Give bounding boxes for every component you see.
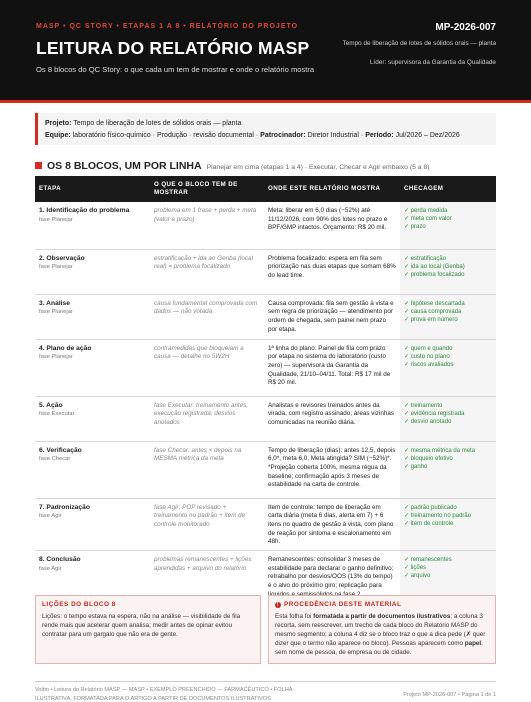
table-row	[35, 202, 496, 249]
block-requirement: problema em 1 frase + perda + meta (valor e prazo)	[150, 202, 264, 249]
stage-name: 6. Verificação	[39, 446, 82, 454]
check-item: ✓ estratificação	[404, 255, 492, 263]
check-item: ✓ remanescentes	[404, 556, 492, 564]
lessons-box	[35, 595, 261, 664]
header-lider: Líder: supervisora da Garantia da Qualidade	[369, 59, 496, 66]
block-requirement: fase Executar: treinamento antes, execução registrada, desvios anotados	[150, 396, 264, 441]
header-kicker: MASP • QC STORY • ETAPAS 1 A 8 • RELATÓRIO DO PROJETO	[36, 23, 299, 30]
check-item: ✓ item de controle	[404, 520, 492, 528]
team-label: Equipe:	[45, 132, 71, 139]
warning-icon: !	[276, 602, 280, 608]
section-heading	[35, 156, 429, 170]
stage-phase: fase Agir	[39, 565, 62, 572]
lessons-title: LIÇÕES DO BLOCO 8	[42, 601, 116, 608]
check-item: ✓ treinamento	[404, 402, 492, 410]
project-value: Tempo de liberação de lotes de sólidos orais — planta	[73, 120, 242, 127]
section-note: Planejar em cima (etapas 1 a 4) · Executar, Checar e Agir embaixo (5 a 8)	[206, 164, 430, 171]
column-header: O QUE O BLOCO TEM DE MOSTRAR	[150, 176, 264, 202]
block-requirement: contramedidas que bloqueiam a causa — detalhe no 5W2H	[150, 339, 264, 396]
blocks-table	[35, 176, 496, 608]
project-label: Projeto:	[45, 120, 72, 127]
header-meta: Tempo de liberação de lotes de sólidos orais — planta	[342, 40, 496, 47]
footer-left: Voltto • Leitura do Relatório MASP — MASP • EXEMPLO PREENCHIDO — FARMACÊUTICO • FOLHA ILUSTRATIVA, FORMATADA PARA O ARTIGO A PARTIR DE DOCUMENTOS ILUSTRATIVOS	[35, 687, 293, 702]
report-excerpt: Item de controle: tempo de liberação em carta diária (meta 6 dias, alerta em 7) + 6 itens no quadro de gestão à vista, com plano de reação por sintoma e escalonamento em 48h.	[264, 498, 400, 551]
check-item: ✓ riscos avaliados	[404, 361, 492, 369]
header-accent-bar	[0, 100, 531, 103]
column-header: CHECAGEM	[400, 176, 496, 202]
check-item: ✓ custo no plano	[404, 353, 492, 361]
stage-name: 8. Conclusão	[39, 556, 81, 564]
checklist-cell	[400, 294, 496, 339]
stage-phase: fase Planejar	[39, 354, 73, 361]
project-info-box	[35, 113, 496, 145]
block-requirement: problemas remanescentes + lições aprendidas + arquivo do relatório	[154, 556, 252, 572]
section-title: OS 8 BLOCOS, UM POR LINHA	[47, 160, 202, 172]
period-label: Período:	[365, 132, 394, 139]
table-row	[35, 249, 496, 294]
column-header: ETAPA	[35, 176, 150, 202]
report-excerpt: 1ª linha do plano: Painel de fila com prazo por etapa no sistema do laboratório (custo zero) — supervisora da Garantia da Qualidade, 21/10–04/11. Total: R$ 17 mil de R$ 20 mil.	[264, 339, 400, 396]
check-item: ✓ prova em número	[404, 316, 492, 324]
procedure-text-c: , sem nome de pessoa, de empresa ou de cidade.	[275, 640, 483, 657]
procedure-text-bold-2: papel	[464, 640, 482, 648]
check-item: ✓ ganho	[404, 463, 492, 471]
section-square-icon	[35, 162, 42, 169]
stage-phase: fase Planejar	[39, 264, 73, 271]
procedure-text	[275, 612, 490, 657]
procedure-text-a: Esta folha foi	[275, 613, 314, 620]
check-item: ✓ ida ao local (Genba)	[404, 263, 492, 271]
check-item: ✓ meta com valor	[404, 215, 492, 223]
stage-phase: fase Executar	[39, 411, 75, 418]
table-header-row	[35, 176, 496, 202]
stage-name: 3. Análise	[39, 299, 70, 307]
check-item: ✓ treinamento no padrão	[404, 512, 492, 520]
procedure-title: PROCEDÊNCIA DESTE MATERIAL	[284, 601, 402, 608]
stage-name: 1. Identificação do problema	[39, 207, 130, 214]
table-row	[35, 396, 496, 441]
procedure-text-bold: formatada a partir de documentos ilustrativos	[313, 613, 451, 620]
stage-phase: fase Planejar	[39, 216, 73, 223]
column-header: ONDE ESTE RELATÓRIO MOSTRA	[264, 176, 400, 202]
check-item: ✓ padrão publicado	[404, 504, 492, 512]
stage-name: 2. Observação	[39, 254, 85, 262]
block-requirement: causa fundamental comprovada com dados — não votada	[150, 294, 264, 339]
check-item: ✓ causa comprovada	[404, 308, 492, 316]
check-item: ✓ perda medida	[404, 207, 492, 215]
check-item: ✓ lições	[404, 564, 492, 572]
checklist-cell	[400, 396, 496, 441]
stage-phase: fase Planejar	[39, 309, 73, 316]
table-row	[35, 339, 496, 396]
report-excerpt: Remanescentes: consolidar 3 meses de estabilidade para declarar o ganho definitivo; retrabalho por desvios/OOS (13% do tempo) é o alvo do próximo giro; replicação para	[268, 556, 394, 590]
stage-phase: fase Checar	[39, 456, 71, 463]
check-item: ✓ problema focalizado	[404, 271, 492, 279]
check-item: ✓ evidência registrada	[404, 410, 492, 418]
checklist-cell	[400, 249, 496, 294]
table-row	[35, 294, 496, 339]
report-excerpt: Problema focalizado: espera em fila sem priorização nas duas etapas que somam 68% do lead time.	[264, 249, 400, 294]
table-row	[35, 498, 496, 551]
document-id: MP-2026-007	[435, 22, 496, 33]
project-line	[45, 118, 496, 130]
block-requirement: fase Checar: antes × depois na MESMA métrica da meta	[150, 441, 264, 498]
lessons-text: Lições: o tempo estava na espera, não na análise — visibilidade de fila rende mais que acelerar quem analisa; medir antes de opinar evitou contratar para um gargalo que não era de gente.	[42, 613, 241, 639]
sponsor-value: Diretor Industrial ·	[307, 132, 364, 139]
check-item: ✓ arquivo	[404, 572, 492, 580]
report-excerpt: Meta: liberar em 6,0 dias (−52%) até 11/12/2026, com 90% dos lotes no prazo e BPF/GMP intactos. Orçamento: R$ 20 mil.	[264, 202, 400, 249]
table-row	[35, 441, 496, 498]
checklist-cell	[400, 202, 496, 249]
stage-name: 5. Ação	[39, 401, 63, 409]
check-item: ✓ bloqueio efetivo	[404, 455, 492, 463]
team-line	[45, 130, 496, 142]
team-value: laboratório físico-químico · Produção · revisão documental ·	[72, 132, 259, 139]
checklist-cell	[400, 441, 496, 498]
block-requirement: fase Agir: POP revisado + treinamento no padrão + item de controle monitorado	[150, 498, 264, 551]
block-requirement: estratificação + ida ao Genba (local real) = problema focalizado	[150, 249, 264, 294]
procedure-text-b: : a coluna 3 recorta, sem reescrever, um trecho de cada bloco do Relatório MASP do mesmo segmento; a coluna 4 diz se o bloco traz o que a dica pede (✗ quer dizer que o termo não aparece no bloco). Pessoas aparecem como	[275, 613, 486, 648]
header-band	[0, 0, 531, 100]
checklist-cell	[400, 339, 496, 396]
report-excerpt: Analistas e revisores treinados antes da virada, com registro assinado; áreas vizinhas comunicadas na reunião diária.	[264, 396, 400, 441]
check-item: ✓ desvio anotado	[404, 418, 492, 426]
report-excerpt: Causa comprovada: fila sem gestão à vista e sem regra de priorização — atendimento por ordem de chegada, sem painel nem prazo por etapa.	[264, 294, 400, 339]
check-item: ✓ quem e quando	[404, 345, 492, 353]
period-value: Jul/2026 – Dez/2026	[395, 132, 460, 139]
stage-name: 7. Padronização	[39, 503, 90, 511]
report-excerpt: Tempo de liberação (dias): antes 12,5, depois 6,0*, meta 6,0. Meta atingida? SIM (−52%)*. *Projeção coberta 100%, mesma régua da baseline; confirmação após 3 meses de estabilidade na carta de controle.	[264, 441, 400, 498]
procedure-box	[268, 595, 496, 664]
page-title: LEITURA DO RELATÓRIO MASP	[36, 38, 310, 58]
stage-phase: fase Agir	[39, 513, 62, 520]
check-item: ✓ hipótese descartada	[404, 300, 492, 308]
page-subtitle: Os 8 blocos do QC Story: o que cada um tem de mostrar e onde o relatório mostra	[36, 65, 315, 74]
check-item: ✓ mesma métrica da meta	[404, 447, 492, 455]
check-item: ✓ prazo	[404, 223, 492, 231]
procedure-heading	[275, 601, 401, 608]
footer-divider	[35, 681, 496, 682]
checklist-cell	[400, 498, 496, 551]
stage-name: 4. Plano de ação	[39, 344, 92, 352]
sponsor-label: Patrocinador:	[260, 132, 306, 139]
footer-right: Projeto MP-2026-007 • Página 1 de 1	[403, 692, 496, 698]
